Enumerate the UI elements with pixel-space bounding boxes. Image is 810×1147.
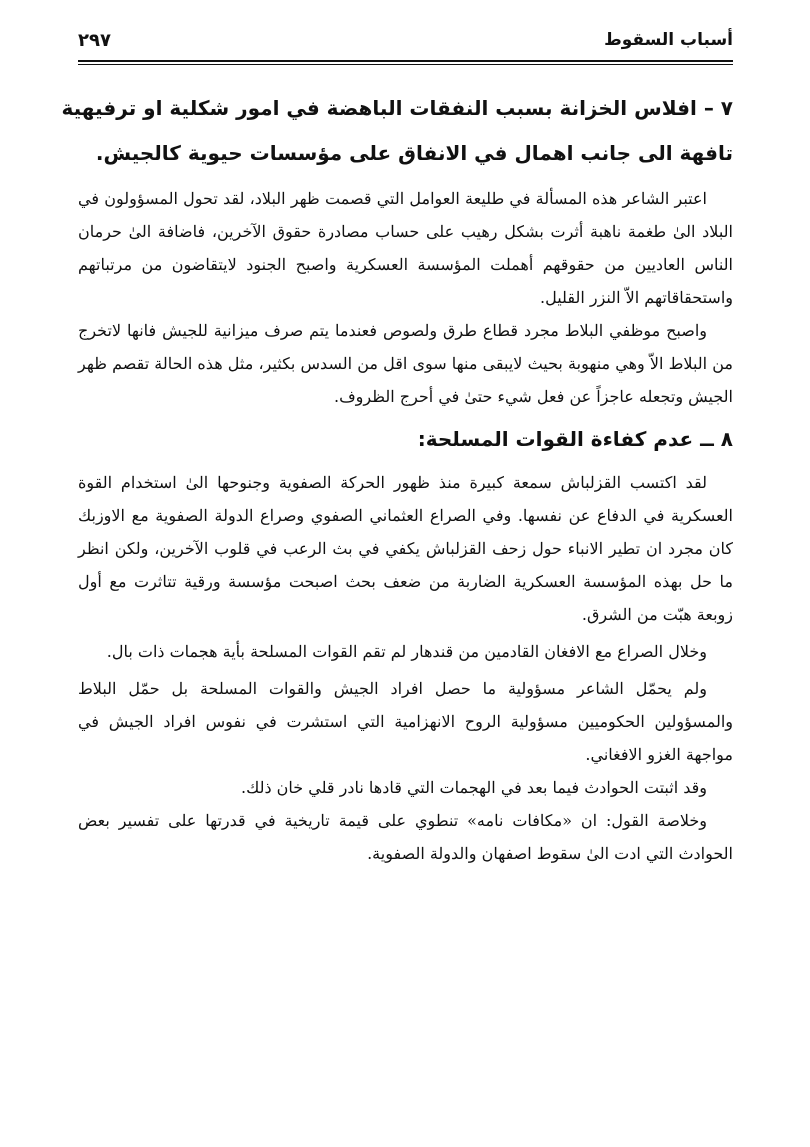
- section-7-heading-line-1: ٧ – افلاس الخزانة بسبب النفقات الباهضة في امور شكلية او ترفيهية: [61, 96, 733, 120]
- section-8-paragraph-5: وخلاصة القول: ان «مكافات نامه» تنطوي على قيمة تاريخية في قدرتها على تفسير بعض الحوادث التي ادت الىٰ سقوط اصفهان والدولة الصفوية.: [78, 811, 733, 863]
- header-rule-thick: [78, 60, 733, 62]
- section-8-paragraph-4: وقد اثبتت الحوادث فيما بعد في الهجمات التي قادها نادر قلي خان ذلك.: [241, 778, 707, 797]
- section-8-paragraph-3: ولم يحمّل الشاعر مسؤولية ما حصل افراد الجيش والقوات المسلحة بل حمّل البلاط والمسؤولين الحكوميين مسؤولية الروح الانهزامية التي استشرت في نفوس افراد الجيش في مواجهة الغزو الافغاني.: [78, 679, 733, 764]
- section-8-heading: ٨ ــ عدم كفاءة القوات المسلحة:: [417, 427, 733, 451]
- section-7-paragraph-1: اعتبر الشاعر هذه المسألة في طليعة العوامل التي قصمت ظهر البلاد، لقد تحول المسؤولون في البلاد الىٰ طغمة ناهبة أثرت بشكل رهيب على حساب مصادرة حقوق الآخرين، فاضافة الىٰ حرمان الناس العاديين من حقوقهم أهملت المؤسسة العسكرية واصبح الجنود لايتقاضون من مرتباتهم واستحقاقاتهم الاّ النزر القليل.: [78, 189, 733, 307]
- running-title: أسباب السقوط: [604, 30, 733, 50]
- section-8-paragraph-2: وخلال الصراع مع الافغان القادمين من قندهار لم تقم القوات المسلحة بأية هجمات ذات بال.: [106, 642, 707, 661]
- page-number: ٢٩٧: [78, 30, 111, 51]
- header-rule-thin: [78, 64, 733, 65]
- section-7-paragraph-2: واصبح موظفي البلاط مجرد قطاع طرق ولصوص فعندما يتم صرف ميزانية للجيش فانها لاتخرج من البلاط الاّ وهي منهوبة بحيث لايبقى منها سوى اقل من السدس بكثير، مثل هذه الحالة تقصم ظهر الجيش وتجعله عاجزاً عن فعل شيء حتىٰ في أحرج الظروف.: [78, 321, 734, 406]
- section-8-paragraph-1: لقد اكتسب القزلباش سمعة كبيرة منذ ظهور الحركة الصفوية وجنوحها الىٰ استخدام القوة العسكرية في الدفاع عن نفسها. وفي الصراع العثماني الصفوي وصراع الدولة الصفوية مع الاوزبك كان مجرد ان تطير الانباء حول زحف القزلباش يكفي في بث الرعب في قلوب الآخرين، ولكن انظر ما حل بهذه المؤسسة العسكرية الضاربة من ضعف بحث اصبحت مؤسسة ورقية تتاثرت مع أول زوبعة هبّت من الشرق.: [78, 473, 734, 624]
- page-body: [61, 86, 734, 870]
- page-header: [78, 30, 733, 58]
- section-7-heading-line-2: تافهة الى جانب اهمال في الانفاق على مؤسسات حيوية كالجيش.: [95, 141, 733, 165]
